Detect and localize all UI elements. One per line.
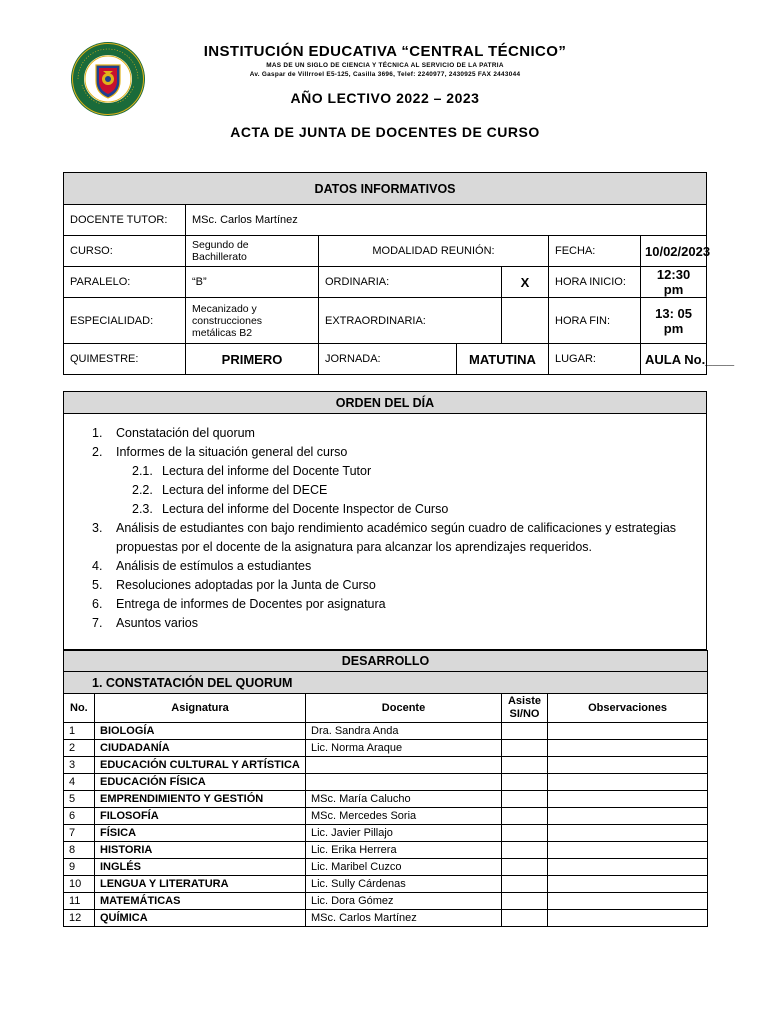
cell-asiste (502, 808, 548, 825)
column-header-no: No. (64, 694, 95, 723)
cell-asiste (502, 825, 548, 842)
cell-docente: Lic. Erika Herrera (306, 842, 502, 859)
cell-asiste (502, 876, 548, 893)
especialidad-row (64, 298, 707, 344)
desarrollo-header-row (64, 651, 708, 672)
cell-asignatura: HISTORIA (95, 842, 306, 859)
orden-item-text: Resoluciones adoptadas por la Junta de Curso (116, 578, 376, 592)
fecha-value: 10/02/2023 (641, 236, 707, 267)
table-row (64, 723, 708, 740)
orden-item-text: Asuntos varios (116, 616, 198, 630)
curso-row (64, 236, 707, 267)
especialidad-value (186, 298, 319, 344)
especialidad-value-line3: metálicas B2 (192, 326, 253, 339)
table-row (64, 757, 708, 774)
table-row (64, 842, 708, 859)
institution-title: INSTITUCIÓN EDUCATIVA “CENTRAL TÉCNICO” (203, 43, 567, 60)
modalidad-label: MODALIDAD REUNIÓN: (319, 236, 549, 267)
quorum-body (64, 723, 708, 927)
cell-asiste (502, 893, 548, 910)
school-seal-logo (70, 41, 146, 117)
table-row (64, 910, 708, 927)
institution-address: Av. Gaspar de Villrroel E5-125, Casilla 3696, Telef: 2240977, 2430925 FAX 2443044 (249, 70, 521, 78)
cell-no: 2 (64, 740, 95, 757)
curso-value-line2: Bachillerato (192, 251, 247, 263)
quimestre-row (64, 344, 707, 375)
cell-observaciones (548, 825, 708, 842)
cell-asignatura: QUÍMICA (95, 910, 306, 927)
orden-subitem (92, 481, 706, 500)
document-title: ACTA DE JUNTA DE DOCENTES DE CURSO (230, 124, 540, 140)
cell-observaciones (548, 757, 708, 774)
orden-item-number: 2.2. (132, 483, 153, 497)
orden-item-number: 6. (92, 597, 103, 611)
orden-item-continuation: propuestas por el docente de la asignatura para alcanzar los aprendizajes requeridos. (116, 540, 592, 554)
docente-tutor-value: MSc. Carlos Martínez (186, 205, 707, 236)
orden-item-number: 7. (92, 616, 103, 630)
orden-subitem (92, 500, 706, 519)
orden-item-text: Constatación del quorum (116, 426, 255, 440)
cell-asiste (502, 791, 548, 808)
quorum-title: 1. CONSTATACIÓN DEL QUORUM (64, 672, 708, 694)
hora-fin-label: HORA FIN: (549, 298, 641, 344)
cell-no: 7 (64, 825, 95, 842)
cell-docente (306, 774, 502, 791)
table-row (64, 876, 708, 893)
especialidad-label: ESPECIALIDAD: (64, 298, 186, 344)
cell-asiste (502, 859, 548, 876)
institution-motto: MAS DE UN SIGLO DE CIENCIA Y TÉCNICA AL SERVICIO DE LA PATRIA (266, 62, 504, 69)
extraordinaria-value (502, 298, 549, 344)
institution-subtitle (150, 62, 620, 79)
lugar-label: LUGAR: (549, 344, 641, 375)
orden-subitem (92, 462, 706, 481)
cell-asignatura: MATEMÁTICAS (95, 893, 306, 910)
cell-asignatura: EDUCACIÓN CULTURAL Y ARTÍSTICA (95, 757, 306, 774)
cell-asiste (502, 757, 548, 774)
cell-asiste (502, 842, 548, 859)
cell-no: 4 (64, 774, 95, 791)
table-row (64, 893, 708, 910)
orden-item-text: Lectura del informe del Docente Inspector de Curso (162, 502, 449, 516)
orden-item (92, 424, 706, 443)
orden-item-text: Entrega de informes de Docentes por asignatura (116, 597, 386, 611)
quimestre-value: PRIMERO (186, 344, 319, 375)
datos-informativos-table (63, 172, 735, 375)
jornada-label: JORNADA: (319, 344, 457, 375)
cell-observaciones (548, 859, 708, 876)
orden-item-number: 3. (92, 521, 103, 535)
cell-asiste (502, 774, 548, 791)
ordinaria-label: ORDINARIA: (319, 267, 502, 298)
column-header-asiste-line2: SI/NO (509, 708, 540, 720)
cell-no: 10 (64, 876, 95, 893)
quimestre-label: QUIMESTRE: (64, 344, 186, 375)
cell-asiste (502, 740, 548, 757)
cell-docente: Lic. Dora Gómez (306, 893, 502, 910)
school-year: AÑO LECTIVO 2022 – 2023 (290, 90, 480, 106)
column-header-asiste (502, 694, 548, 723)
orden-item-number: 2.3. (132, 502, 153, 516)
orden-item-number: 2. (92, 445, 103, 459)
cell-docente (306, 757, 502, 774)
cell-asignatura: FÍSICA (95, 825, 306, 842)
orden-item (92, 443, 706, 462)
paralelo-value: “B” (186, 267, 319, 298)
cell-observaciones (548, 876, 708, 893)
cell-docente: Lic. Javier Pillajo (306, 825, 502, 842)
cell-observaciones (548, 723, 708, 740)
table-row (64, 825, 708, 842)
orden-item (92, 519, 706, 538)
cell-docente: Lic. Sully Cárdenas (306, 876, 502, 893)
cell-docente: Lic. Norma Araque (306, 740, 502, 757)
cell-no: 11 (64, 893, 95, 910)
curso-label: CURSO: (64, 236, 186, 267)
orden-item (92, 614, 706, 633)
orden-item (92, 576, 706, 595)
orden-item-text: Informes de la situación general del curso (116, 445, 348, 459)
column-header-asignatura: Asignatura (95, 694, 306, 723)
orden-item-number: 4. (92, 559, 103, 573)
orden-list (64, 414, 706, 633)
paralelo-label: PARALELO: (64, 267, 186, 298)
docente-tutor-label: DOCENTE TUTOR: (64, 205, 186, 236)
column-header-asiste-line1: Asiste (507, 695, 542, 707)
cell-no: 12 (64, 910, 95, 927)
hora-inicio-value: 12:30 pm (641, 267, 707, 298)
orden-item-text: Análisis de estudiantes con bajo rendimiento académico según cuadro de calificaciones y estrategias (116, 521, 677, 535)
orden-item-number: 5. (92, 578, 103, 592)
cell-asignatura: CIUDADANÍA (95, 740, 306, 757)
paralelo-row (64, 267, 707, 298)
table-row (64, 859, 708, 876)
lugar-value: AULA No.____ (641, 344, 707, 375)
table-row (64, 791, 708, 808)
orden-item (92, 595, 706, 614)
docente-tutor-row (64, 205, 707, 236)
cell-observaciones (548, 910, 708, 927)
column-header-observaciones: Observaciones (548, 694, 708, 723)
cell-asignatura: LENGUA Y LITERATURA (95, 876, 306, 893)
cell-no: 8 (64, 842, 95, 859)
cell-docente: MSc. Carlos Martínez (306, 910, 502, 927)
especialidad-value-line2: construcciones (192, 314, 263, 327)
cell-asignatura: EMPRENDIMIENTO Y GESTIÓN (95, 791, 306, 808)
cell-asiste (502, 910, 548, 927)
ordinaria-value: X (502, 267, 549, 298)
table-row (64, 740, 708, 757)
cell-no: 5 (64, 791, 95, 808)
table-row (64, 808, 708, 825)
cell-asiste (502, 723, 548, 740)
cell-asignatura: FILOSOFÍA (95, 808, 306, 825)
datos-header-row (64, 173, 707, 205)
jornada-value: MATUTINA (457, 344, 549, 375)
table-row (64, 774, 708, 791)
cell-observaciones (548, 791, 708, 808)
cell-asignatura: EDUCACIÓN FÍSICA (95, 774, 306, 791)
hora-fin-value: 13: 05 pm (641, 298, 707, 344)
quorum-column-header-row (64, 694, 708, 723)
cell-observaciones (548, 774, 708, 791)
orden-item-text: Análisis de estímulos a estudiantes (116, 559, 312, 573)
orden-item-text: Lectura del informe del DECE (162, 483, 328, 497)
cell-docente: MSc. María Calucho (306, 791, 502, 808)
cell-docente: Lic. Maribel Cuzco (306, 859, 502, 876)
cell-no: 9 (64, 859, 95, 876)
cell-observaciones (548, 740, 708, 757)
especialidad-value-line1: Mecanizado y (192, 302, 257, 315)
orden-item-number: 2.1. (132, 464, 153, 478)
orden-del-dia-section (63, 391, 707, 650)
datos-title: DATOS INFORMATIVOS (64, 173, 707, 205)
curso-value (186, 236, 319, 267)
orden-item-number: 1. (92, 426, 103, 440)
cell-docente: Dra. Sandra Anda (306, 723, 502, 740)
orden-title: ORDEN DEL DÍA (64, 392, 706, 414)
cell-no: 6 (64, 808, 95, 825)
cell-docente: MSc. Mercedes Soria (306, 808, 502, 825)
orden-item-text: Lectura del informe del Docente Tutor (162, 464, 372, 478)
quorum-table (63, 650, 708, 927)
cell-observaciones (548, 893, 708, 910)
orden-item (92, 557, 706, 576)
cell-asignatura: INGLÉS (95, 859, 306, 876)
cell-observaciones (548, 808, 708, 825)
curso-value-line1: Segundo de (192, 239, 249, 251)
cell-asignatura: BIOLOGÍA (95, 723, 306, 740)
fecha-label: FECHA: (549, 236, 641, 267)
quorum-header-row (64, 672, 708, 694)
extraordinaria-label: EXTRAORDINARIA: (319, 298, 502, 344)
cell-no: 1 (64, 723, 95, 740)
cell-no: 3 (64, 757, 95, 774)
column-header-docente: Docente (306, 694, 502, 723)
cell-observaciones (548, 842, 708, 859)
desarrollo-title: DESARROLLO (64, 651, 708, 672)
hora-inicio-label: HORA INICIO: (549, 267, 641, 298)
